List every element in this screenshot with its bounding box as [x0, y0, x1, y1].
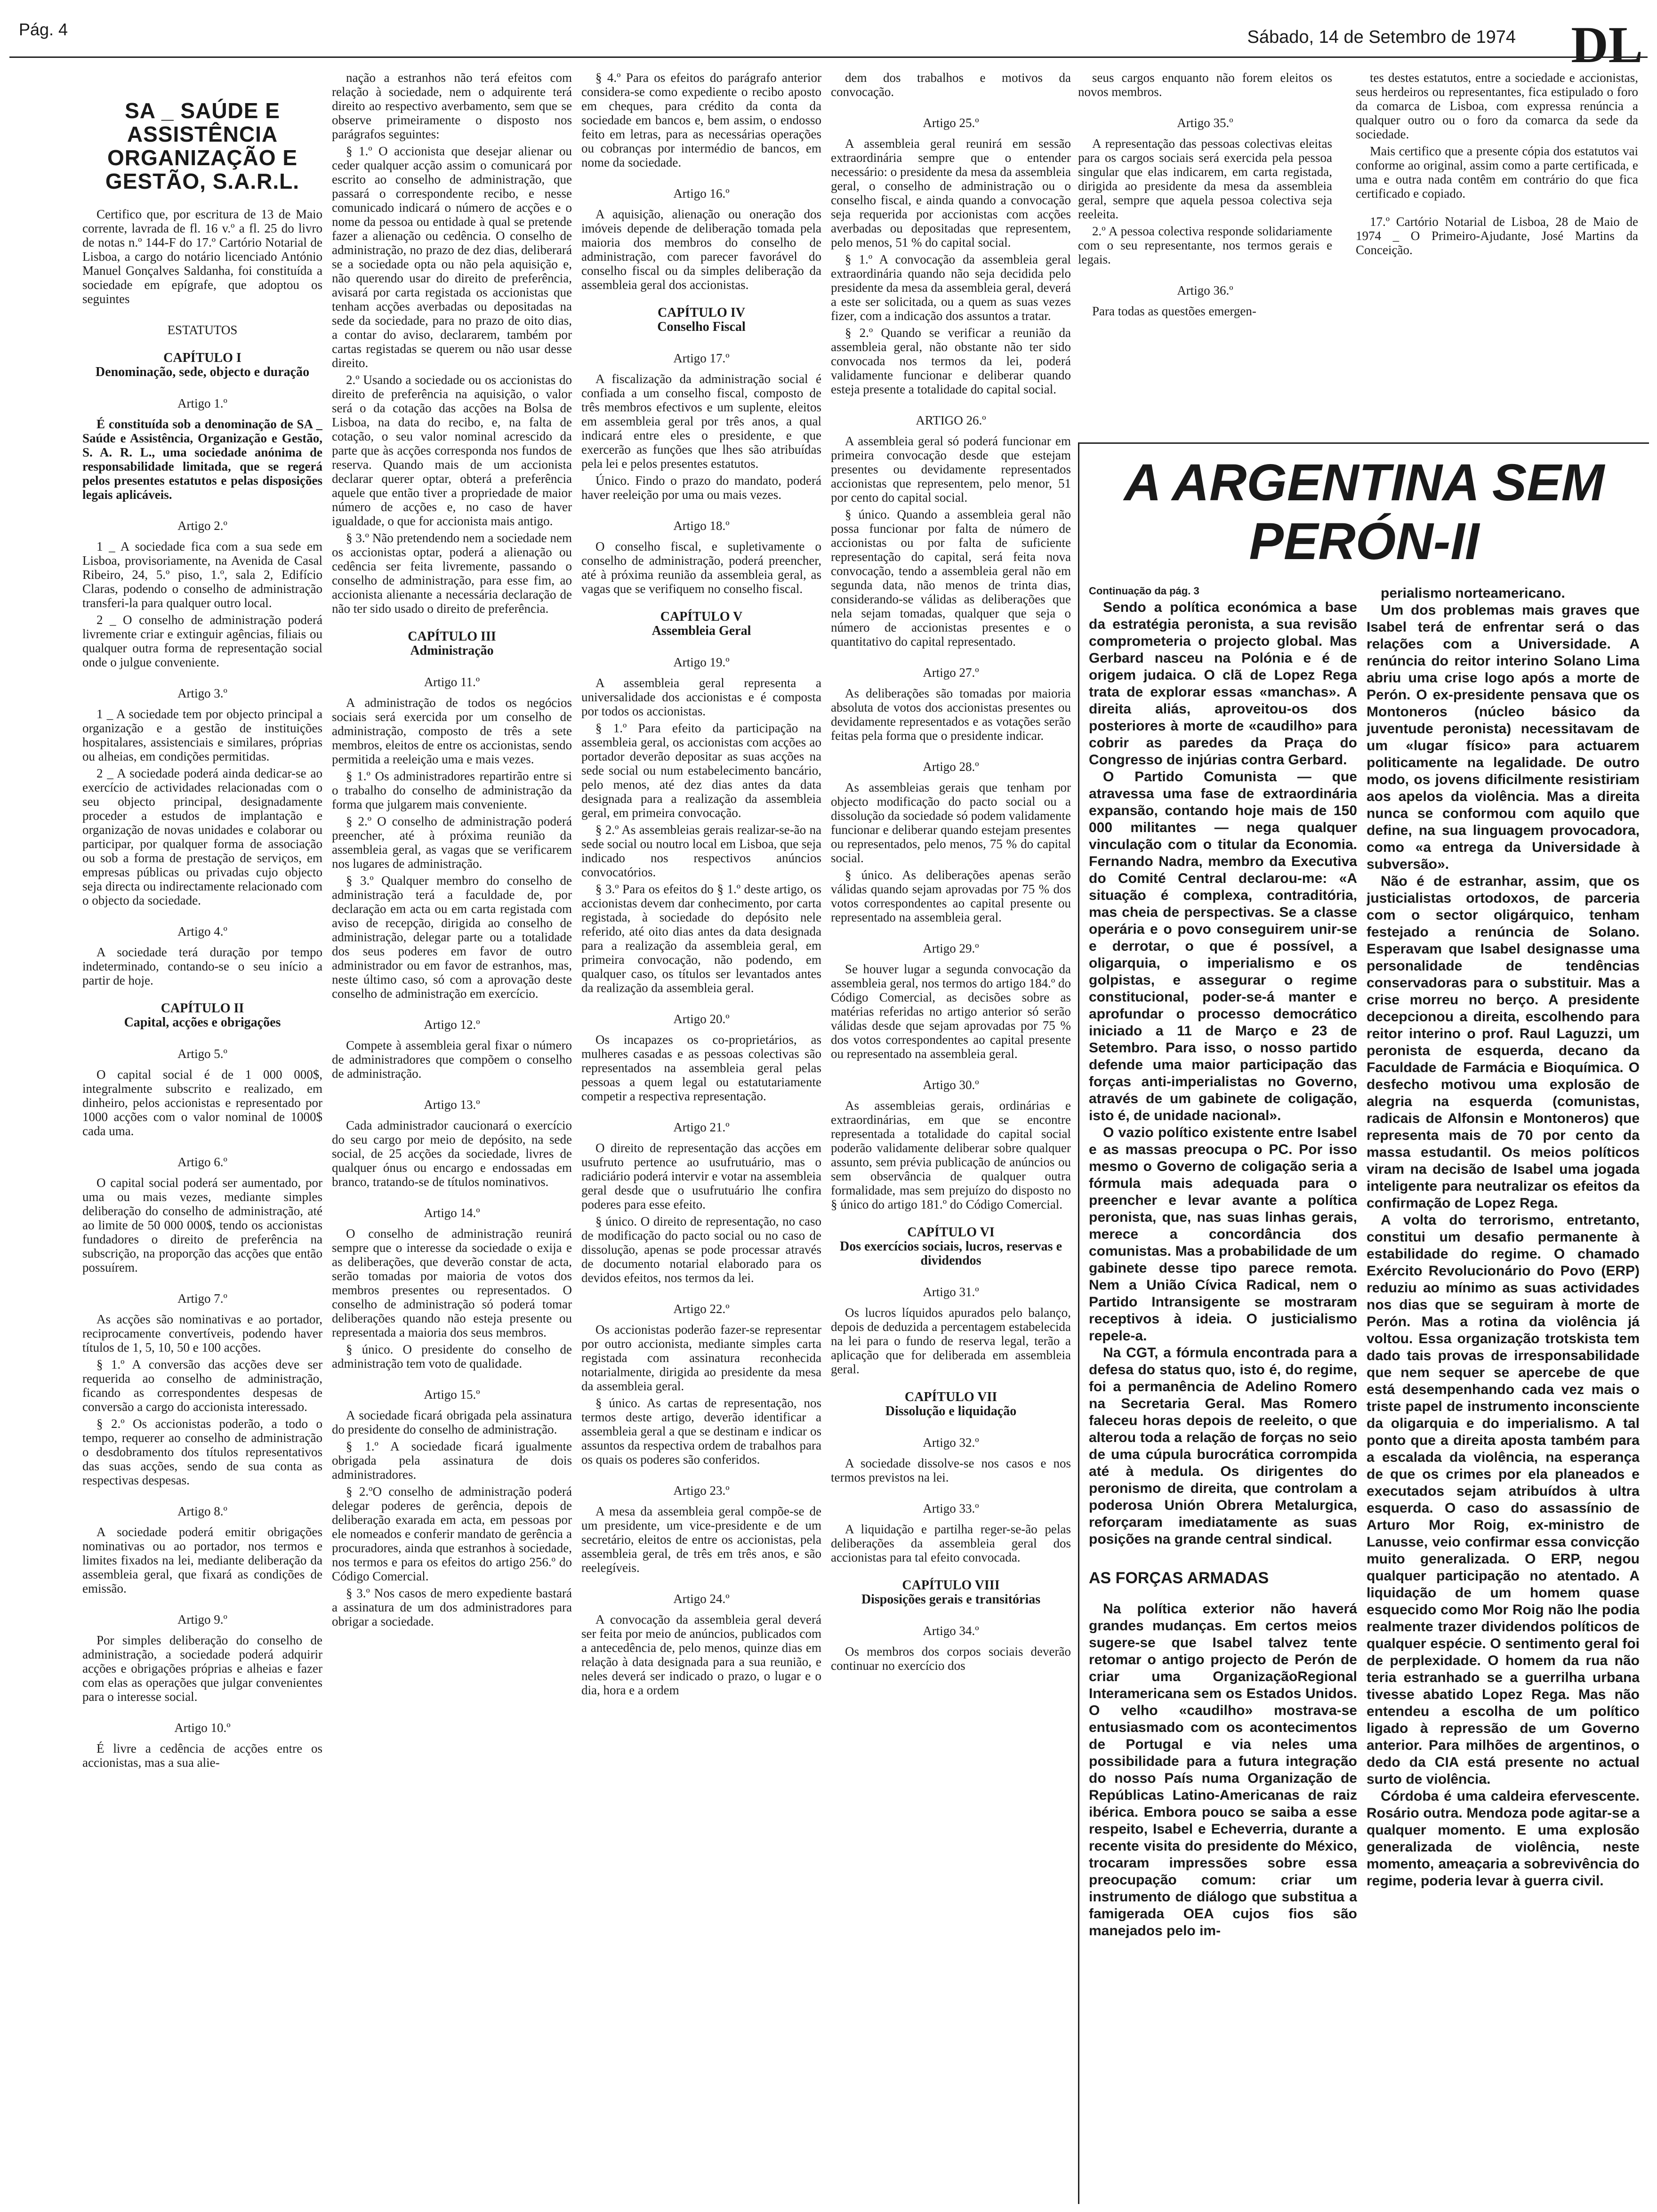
- paragraph: Os incapazes os co-proprietários, as mulheres casadas e as pessoas colectivas são representados na assembleia geral pelas pessoas a quem legal ou estatutariamente competir a respectiva representação.: [581, 1033, 821, 1103]
- paragraph: A volta do terrorismo, entretanto, constitui um desafio permanente à estabilidade do regime. O chamado Exército Revolucionário do Povo (ERP) reduziu ao mínimo as suas actividades nos dias que se seguiram à morte de Perón. Mas a rotina da violência já voltou. Essa organização trotskista tem dado tais provas de irresponsabilidade que nem sequer se apercebe de que está desempenhando cada vez mais o triste papel de instrumento inconsciente da oligarquia e do imperialismo. A tal ponto que a direita aposta também para a escalada da violência, na esperança de que os crimes por ela planeados e executados sejam atribuídos à ultra esquerda. O caso do assassínio de Arturo Mor Roig, ex-ministro de Lanusse, veio confirmar essa convicção muito generalizada. O ERP, negou qualquer participação no atentado. A liquidação de um homem quase esquecido como Mor Roig não lhe podia realmente trazer dividendos políticos de qualquer espécie. O sentimento geral foi de perplexidade. O homem da rua não teria estranhado se a guerrilha urbana tivesse abatido Lopez Rega. Mas não entendeu a escolha de um político ligado à repressão de um Governo anterior. Para milhões de argentinos, o dedo da CIA está presente no actual surto de violência.: [1367, 1212, 1640, 1787]
- chapter-title: Assembleia Geral: [652, 624, 751, 638]
- paragraph: § 3.º Qualquer membro do conselho de administração terá a faculdade de, por declaração em acta ou em carta registada com aviso de recepção, dirigida ao conselho de administração, delegar parte ou a totalidade dos seus poderes em favor de outro administrador ou em favor de estranhos, mas, neste último caso, só com a aprovação deste conselho de administração em exercício.: [332, 874, 572, 1001]
- paragraph: § 3.º Nos casos de mero expediente bastará a assinatura de um dos administradores para obrigar a sociedade.: [332, 1586, 572, 1628]
- paragraph: A assembleia geral só poderá funcionar em primeira convocação desde que estejam presentes ou devidamente representados accionistas que representem, pelo menor, 51 por cento do capital social.: [831, 434, 1071, 505]
- statutes-column-1: [82, 71, 322, 2198]
- notary-signature: 17.º Cartório Notarial de Lisboa, 28 de Maio de 1974 _ O Primeiro-Ajudante, José Martins da Conceição.: [1356, 215, 1638, 257]
- article-number: Artigo 25.º: [923, 116, 979, 130]
- paragraph: 1 _ A sociedade fica com a sua sede em Lisboa, provisoriamente, na Avenida de Casal Ribeiro, 24, 5.º piso, 1.º, sala 2, Edifício Claras, podendo o conselho de administração transferi-la para qualquer outro local.: [82, 539, 322, 610]
- paragraph: A sociedade poderá emitir obrigações nominativas ou ao portador, nos termos e limites fixados na lei, mediante deliberação da assembleia geral, que fixará as condições de emissão.: [82, 1525, 322, 1595]
- paragraph: A sociedade dissolve-se nos casos e nos termos previstos na lei.: [831, 1456, 1071, 1484]
- paragraph: dem dos trabalhos e motivos da convocação.: [831, 71, 1071, 99]
- statutes-column-5: [1078, 71, 1332, 428]
- paragraph: perialismo norteamericano.: [1381, 585, 1565, 601]
- section-subheading: AS FORÇAS ARMADAS: [1089, 1569, 1269, 1587]
- paragraph: O conselho fiscal, e supletivamente o conselho de administração, poderá preencher, até à próxima reunião da assembleia geral, as vagas que se verifiquem no conselho fiscal.: [581, 539, 821, 596]
- article-number: Artigo 36.º: [1177, 283, 1233, 297]
- paragraph: A convocação da assembleia geral deverá ser feita por meio de anúncios, publicados com a antecedência de, pelo menos, quinze dias em relação à data designada para a sua reunião, e neles deverá ser indicado o prazo, o lugar e o dia, hora e a ordem: [581, 1612, 821, 1697]
- paragraph: § 3.º Não pretendendo nem a sociedade nem os accionistas optar, poderá a alienação ou cedência ser feita livremente, passando o conselho de administração, para esse fim, ao accionista alienante a necessária declaração de não ter sido usado o direito de preferência.: [332, 531, 572, 616]
- chapter-heading: CAPÍTULO I: [163, 351, 241, 365]
- newspaper-logo: DL: [1571, 16, 1643, 73]
- article-number: Artigo 29.º: [923, 941, 979, 955]
- continuation-note: Continuação da pág. 3: [1089, 585, 1199, 597]
- paragraph: § 1.º O accionista que desejar alienar ou ceder qualquer acção assim o comunicará por escrito ao conselho de administração, que passará o correspondente recibo, e nesse comunicado indicará o número de acções e o nome da pessoa ou entidade à qual se pretende fazer a alienação ou cedência. O conselho de administração, no prazo de dez dias, deliberará se a sociedade opta ou não pela aquisição e, não querendo usar do direito de preferência, avisará por carta registada os accionistas que tenham acções averbadas ou depositadas na sede da sociedade, para no prazo de oito dias, a contar do aviso, declararem, também por cartas registadas se querem ou não usar desse direito.: [332, 144, 572, 370]
- paragraph: § único. Quando a assembleia geral não possa funcionar por falta de número de accionistas ou por falta de suficiente representação do capital, será feita nova convocação, tendo a assembleia geral não em segunda data, não menos de trinta dias, considerando-se válidas as deliberações que nela sejam tomadas, qualquer que seja o número de accionistas presentes e o quantitativo do capital representado.: [831, 507, 1071, 649]
- paragraph: As acções são nominativas e ao portador, reciprocamente convertíveis, podendo haver títulos de 1, 5, 10, 50 e 100 acções.: [82, 1312, 322, 1354]
- paragraph: Na CGT, a fórmula encontrada para a defesa do status quo, isto é, do regime, foi a permanência de Adelino Romero na Secretaria Geral. Mas Romero faleceu horas depois de reeleito, o que alterou toda a relação de forças no seio de uma cúpula burocrática corrompida até à medula. Os dirigentes do peronismo de direita, que controlam a poderosa Unión Obrera Metalurgica, reforçaram imediatamente as suas posições na grande central sindical.: [1089, 1345, 1357, 1547]
- article-number: Artigo 16.º: [673, 186, 730, 200]
- chapter-title: Capital, acções e obrigações: [124, 1015, 281, 1030]
- article-number: Artigo 19.º: [673, 655, 730, 669]
- paragraph: A administração de todos os negócios sociais será exercida por um conselho de administração, composto de três a sete membros, eleitos de entre os accionistas, sendo permitida a reeleição uma e mais vezes.: [332, 696, 572, 766]
- chapter-heading: CAPÍTULO VIII: [902, 1578, 1000, 1593]
- paragraph: § 4.º Para os efeitos do parágrafo anterior considera-se como expediente o recibo aposto em cheques, para crédito da conta da sociedade em bancos e, bem assim, o endosso feito em letras, para as necessárias operações ou cobranças por intermédio de bancos, em nome da sociedade.: [581, 71, 821, 169]
- paragraph: seus cargos enquanto não forem eleitos os novos membros.: [1078, 71, 1332, 99]
- paragraph: Para todas as questões emergen-: [1092, 304, 1256, 318]
- header-rule: [9, 56, 1648, 58]
- paragraph: A liquidação e partilha reger-se-ão pelas deliberações da assembleia geral dos accionistas para tal efeito convocada.: [831, 1522, 1071, 1564]
- issue-date: Sábado, 14 de Setembro de 1974: [1247, 27, 1516, 47]
- chapter-title: Disposições gerais e transitórias: [861, 1592, 1041, 1607]
- article-number: Artigo 34.º: [923, 1624, 979, 1638]
- article-number: Artigo 14.º: [424, 1206, 480, 1220]
- article-number: ARTIGO 26.º: [916, 413, 986, 427]
- paragraph: O Partido Comunista — que atravessa uma fase de extraordinária expansão, contando hoje mais de 150 000 militantes — nega qualquer vinculação com o titular da Economia. Fernando Nadra, membro da Executiva do Comité Central declarou-me: «A situação é complexa, contraditória, mas cheia de perspectivas. Se a classe operária e o povo conseguirem unir-se e derrotar, o que é possível, a oligarquia, o imperialismo e os golpistas, e assegurar o regime constitucional, poder-se-á manter e aprofundar o processo democrático iniciado a 11 de Março e 23 de Setembro. Para isso, o nosso partido defende uma maior participação das forças anti-imperialistas no Governo, através de um gabinete de coligação, isto é, de unidade nacional».: [1089, 769, 1357, 1123]
- paragraph: Um dos problemas mais graves que Isabel terá de enfrentar será o das relações com a Universidade. A renúncia do reitor interino Solano Lima abriu uma crise logo após a morte de Perón. O ex-presidente pensava que os Montoneros (núcleo básico da juventude peronista) necessitavam de um «lugar físico» para actuarem politicamente na legalidade. De outro modo, os jovens dificilmente resistiriam aos apelos da violência. Mas a direita nunca se conformou com aquilo que define, na sua linguagem provocadora, como «a entrega da Universidade à subversão».: [1367, 602, 1640, 872]
- chapter-heading: CAPÍTULO III: [408, 629, 496, 644]
- chapter-heading: CAPÍTULO V: [660, 609, 743, 624]
- paragraph: É livre a cedência de acções entre os accionistas, mas a sua alie-: [82, 1741, 322, 1770]
- article-number: Artigo 18.º: [673, 519, 730, 533]
- paragraph: O conselho de administração reunirá sempre que o interesse da sociedade o exija e as deliberações, que deverão constar de acta, serão tomadas por maioria de votos dos membros presentes ou representados. O conselho de administração só poderá tomar deliberações quando não esteja presente ou representada a maioria dos seus membros.: [332, 1226, 572, 1339]
- paragraph: O direito de representação das acções em usufruto pertence ao usufrutuário, mas o radiciário poderá intervir e votar na assembleia geral desde que o usufrutuário lhe confira poderes para esse efeito.: [581, 1141, 821, 1211]
- article-number: Artigo 6.º: [177, 1155, 227, 1169]
- page-header: [0, 0, 1657, 71]
- article-number: Artigo 17.º: [673, 351, 730, 365]
- company-title: SA _ SAÚDE E ASSISTÊNCIA ORGANIZAÇÃO E GESTÃO, S.A.R.L.: [105, 98, 300, 193]
- paragraph: § único. O presidente do conselho de administração tem voto de qualidade.: [332, 1342, 572, 1370]
- paragraph: 2.º A pessoa colectiva responde solidariamente com o seu representante, nos termos gerais e legais.: [1078, 224, 1332, 266]
- paragraph: Córdoba é uma caldeira efervescente. Rosário outra. Mendoza pode agitar-se a qualquer momento. E uma explosão generalizada de violência, neste momento, ameaçaria a sobrevivência do regime, poderia levar à guerra civil.: [1367, 1788, 1640, 1889]
- paragraph: Os accionistas poderão fazer-se representar por outro accionista, mediante simples carta registada com assinatura reconhecida notarialmente, dirigida ao presidente da mesa da assembleia geral.: [581, 1322, 821, 1393]
- paragraph: § único. O direito de representação, no caso de modificação do pacto social ou no caso de dissolução, apenas se pode processar através de documento notarial elaborado para os devidos efeitos, nos termos da lei.: [581, 1214, 821, 1285]
- paragraph: § 2.º O conselho de administração poderá preencher, até à próxima reunião da assembleia geral, as vagas que se verificarem nos lugares de administração.: [332, 814, 572, 871]
- paragraph: § 1.º A convocação da assembleia geral extraordinária quando não seja decidida pelo presidente da mesa da assembleia geral, deverá a este ser solicitada, ou a quem as suas vezes fizer, com a indicação dos assuntos a tratar.: [831, 252, 1071, 323]
- paragraph: § único. As cartas de representação, nos termos deste artigo, deverão identificar a assembleia geral a que se destinam e indicar os assuntos da respectiva ordem de trabalhos para os quais os poderes são conferidos.: [581, 1396, 821, 1467]
- article-number: Artigo 28.º: [923, 760, 979, 774]
- article-column-b: [1367, 585, 1640, 2190]
- paragraph: A sociedade terá duração por tempo indeterminado, contando-se o seu início a partir de hoje.: [82, 945, 322, 987]
- paragraph: 2.º Usando a sociedade ou os accionistas do direito de preferência na aquisição, o valor será o da cotação das acções na Bolsa de Lisboa, na data do recibo, e, na falta de cotação, o seu valor nominal acrescido da parte que às acções corresponda nos fundos de reserva. Quando mais de um accionista declarar querer optar, obterá a preferência aquele que então tiver a propriedade de maior número de acções e, no caso de haver igualdade, o que for accionista mais antigo.: [332, 373, 572, 528]
- paragraph: § 2.º Os accionistas poderão, a todo o tempo, requerer ao conselho de administração o desdobramento dos títulos representativos das suas acções, sendo de sua conta as respectivas despesas.: [82, 1417, 322, 1487]
- paragraph: Certifico que, por escritura de 13 de Maio corrente, lavrada de fl. 16 v.º a fl. 25 do livro de notas n.º 144-F do 17.º Cartório Notarial de Lisboa, a cargo do notário licenciado António Manuel Gonçalves Saldanha, foi constituída a sociedade em epígrafe, que adoptou os seguintes: [82, 207, 322, 306]
- chapter-title: Dos exercícios sociais, lucros, reservas e dividendos: [839, 1239, 1062, 1268]
- paragraph: As assembleias gerais que tenham por objecto modificação do pacto social ou a dissolução da sociedade só podem validamente funcionar e deliberar quando estejam presentes ou representados, pelo menos, 75 % do capital social.: [831, 780, 1071, 865]
- article-number: Artigo 2.º: [177, 519, 227, 533]
- paragraph: A representação das pessoas colectivas eleitas para os cargos sociais será exercida pela pessoa singular que elas indicarem, em carta registada, dirigida ao presidente da mesa da assembleia geral, sempre que aquela pessoa colectiva seja reeleita.: [1078, 136, 1332, 221]
- paragraph: Os membros dos corpos sociais deverão continuar no exercício dos: [831, 1644, 1071, 1673]
- paragraph: A sociedade ficará obrigada pela assinatura do presidente do conselho de administração.: [332, 1408, 572, 1436]
- paragraph: Na política exterior não haverá grandes mudanças. Em certos meios sugere-se que Isabel talvez tente retomar o antigo projecto de Perón de criar uma OrganizaçãoRegional Interamericana sem os Estados Unidos. O velho «caudilho» mostrava-se entusiasmado com os acontecimentos de Portugal e via neles uma possibilidade para a futura integração do nosso País numa Organização de Repúblicas Latino-Americanas de raiz ibérica. Embora pouco se saiba a esse respeito, Isabel e Echeverria, durante a recente visita do presidente do México, trocaram impressões sobre essa preocupação comum: criar um instrumento de diálogo que substitua a famigerada OEA cujos fios são manejados pelo im-: [1089, 1601, 1357, 1939]
- article-headline: A ARGENTINA SEM PERÓN-II: [1124, 454, 1605, 570]
- paragraph: Compete à assembleia geral fixar o número de administradores que compõem o conselho de administração.: [332, 1038, 572, 1081]
- chapter-heading: CAPÍTULO II: [161, 1001, 244, 1016]
- chapter-title: Denominação, sede, objecto e duração: [95, 365, 310, 379]
- paragraph: Cada administrador caucionará o exercício do seu cargo por meio de depósito, na sede social, de 25 acções da sociedade, livres de qualquer ónus ou encargo e endossadas em branco, tratando-se de títulos nominativos.: [332, 1118, 572, 1189]
- article-number: Artigo 9.º: [177, 1612, 227, 1627]
- paragraph: § 1.º Os administradores repartirão entre si o trabalho do conselho de administração da forma que julgarem mais conveniente.: [332, 769, 572, 811]
- page-number: Pág. 4: [19, 20, 68, 39]
- article-number: Artigo 3.º: [177, 686, 227, 700]
- chapter-title: Dissolução e liquidação: [885, 1404, 1017, 1419]
- article-number: Artigo 32.º: [923, 1435, 979, 1450]
- paragraph: Por simples deliberação do conselho de administração, a sociedade poderá adquirir acções e obrigações próprias e alheias e fazer com elas as operações que julgar convenientes para o interesse social.: [82, 1633, 322, 1704]
- paragraph: § 3.º Para os efeitos do § 1.º deste artigo, os accionistas devem dar conhecimento, por carta registada, à sociedade do depósito nele referido, até oito dias antes da data designada para a realização da assembleia geral, em primeira convocação, não podendo, em qualquer caso, os títulos ser levantados antes da realização da assembleia geral.: [581, 882, 821, 995]
- chapter-heading: CAPÍTULO VII: [904, 1390, 997, 1404]
- article-number: Artigo 35.º: [1177, 116, 1233, 130]
- paragraph: nação a estranhos não terá efeitos com relação à sociedade, nem o adquirente terá direito ao respectivo averbamento, sem que se observe primeiramente o disposto nos parágrafos seguintes:: [332, 71, 572, 141]
- paragraph: É constituída sob a denominação de SA _ Saúde e Assistência, Organização e Gestão, S. A. R. L., uma sociedade anónima de responsabilidade limitada, que se regerá pelos presentes estatutos e pelas disposições legais aplicáveis.: [82, 417, 322, 502]
- paragraph: Os lucros líquidos apurados pelo balanço, depois de deduzida a percentagem estabelecida na lei para o fundo de reserva legal, terão a aplicação que for deliberada em assembleia geral.: [831, 1306, 1071, 1376]
- article-number: ESTATUTOS: [167, 323, 238, 337]
- paragraph: § único. As deliberações apenas serão válidas quando sejam aprovadas por 75 % dos votos correspondentes ao capital presente ou representado na assembleia geral.: [831, 868, 1071, 924]
- paragraph: Único. Findo o prazo do mandato, poderá haver reeleição por uma ou mais vezes.: [581, 473, 821, 502]
- paragraph: § 1.º A sociedade ficará igualmente obrigada pela assinatura de dois administradores.: [332, 1439, 572, 1482]
- chapter-title: Administração: [410, 643, 494, 658]
- article-number: Artigo 12.º: [424, 1018, 480, 1032]
- article-number: Artigo 5.º: [177, 1047, 227, 1061]
- paragraph: A assembleia geral representa a universalidade dos accionistas e é composta por todos os accionistas.: [581, 676, 821, 718]
- paragraph: A mesa da assembleia geral compõe-se de um presidente, um vice-presidente e de um secretário, eleitos de entre os accionistas, pela assembleia geral, de três em três anos, e são reelegíveis.: [581, 1504, 821, 1575]
- paragraph: § 1.º Para efeito da participação na assembleia geral, os accionistas com acções ao portador deverão depositar as suas acções na sede social ou num estabelecimento bancário, pelo menos, até dez dias antes da data designada para a realização da assembleia geral, em primeira convocação.: [581, 721, 821, 820]
- paragraph: tes destes estatutos, entre a sociedade e accionistas, seus herdeiros ou representantes, fica estipulado o foro da comarca de Lisboa, com expressa renúncia a qualquer outro ou o foro da comarca da sede da sociedade.: [1356, 71, 1638, 141]
- article-number: Artigo 11.º: [424, 675, 480, 689]
- article-number: Artigo 22.º: [673, 1302, 730, 1316]
- article-column-a: [1089, 599, 1357, 2190]
- paragraph: Não é de estranhar, assim, que os justicialistas ortodoxos, de parceria com o sector oligárquico, tenham festejado a renúncia de Solano. Esperavam que Isabel designasse uma personalidade de tendências conservadoras para o substituir. Mas a crise morreu no berço. A presidente decepcionou a direita, escolhendo para reitor interino o prof. Raul Laguzzi, um peronista de esquerda, decano da Faculdade de Farmácia e Bioquímica. O desfecho motivou uma explosão de alegria na esquerda (comunistas, radicais de Alfonsin e Montoneros) que representa mais de 70 por cento da massa estudantil. Os meios políticos viram na decisão de Isabel uma jogada inteligente para neutralizar os efeitos da confirmação de Lopez Rega.: [1367, 874, 1640, 1211]
- paragraph: 1 _ A sociedade tem por objecto principal a organização e a gestão de instituições hospitalares, assistenciais e similares, próprias ou alheias, em condições permitidas.: [82, 707, 322, 763]
- article-number: Artigo 15.º: [424, 1387, 480, 1402]
- paragraph: 2 _ O conselho de administração poderá livremente criar e extinguir agências, filiais ou qualquer outra forma de representação social onde o julgue conveniente.: [82, 613, 322, 669]
- article-number: Artigo 23.º: [673, 1483, 730, 1498]
- article-number: Artigo 21.º: [673, 1120, 730, 1134]
- paragraph: Mais certifico que a presente cópia dos estatutos vai conforme ao original, assim como a parte certificada, e uma e outra nada contêm em contrário do que fica certificado e copiado.: [1356, 144, 1638, 200]
- article-number: Artigo 7.º: [177, 1291, 227, 1306]
- statutes-column-2: [332, 71, 572, 2198]
- paragraph: A aquisição, alienação ou oneração dos imóveis depende de deliberação tomada pela maioria dos membros do conselho de administração, com parecer favorável do conselho fiscal ou da simples deliberação da assembleia geral dos accionistas.: [581, 207, 821, 292]
- paragraph: O capital social é de 1 000 000$, integralmente subscrito e realizado, em dinheiro, pelos accionistas e representado por 1000 acções com o valor nominal de 1000$ cada uma.: [82, 1067, 322, 1138]
- paragraph: O vazio político existente entre Isabel e as massas preocupa o PC. Por isso mesmo o Governo de coligação seria a fórmula mais adequada para o preencher e levar avante a política peronista, que, nas suas linhas gerais, merece a concordância dos comunistas. Mas a probabilidade de um gabinete desse tipo parece remota. Nem a União Cívica Radical, nem o Partido Intransigente se mostraram receptivos à ideia. O justicialismo repele-a.: [1089, 1125, 1357, 1344]
- article-number: Artigo 13.º: [424, 1098, 480, 1112]
- article-number: Artigo 27.º: [923, 665, 979, 680]
- article-number: Artigo 20.º: [673, 1012, 730, 1026]
- paragraph: A assembleia geral reunirá em sessão extraordinária sempre que o entender necessário: o presidente da mesa da assembleia geral, o conselho de administração ou o conselho fiscal, e ainda quando a convocação seja requerida por accionistas com acções averbadas ou depositadas que representem, pelo menos, 51 % do capital social.: [831, 136, 1071, 249]
- paragraph: As assembleias gerais, ordinárias e extraordinárias, em que se encontre representada a totalidade do capital social poderão validamente deliberar sobre qualquer assunto, sem prévia publicação de anúncios ou sem observância de qualquer outra formalidade, mas sem prejuízo do disposto no § único do artigo 181.º do Código Comercial.: [831, 1098, 1071, 1211]
- paragraph: § 2.º As assembleias gerais realizar-se-ão na sede social ou noutro local em Lisboa, que seja indicado nos respectivos anúncios convocatórios.: [581, 823, 821, 879]
- paragraph: § 2.ºO conselho de administração poderá delegar poderes de gerência, depois de deliberação exarada em acta, em pessoas por ele nomeados e conferir mandato de gerência a procuradores, ainda que estranhos à sociedade, nos termos e para os efeitos do artigo 256.º do Código Comercial.: [332, 1484, 572, 1583]
- paragraph: § 2.º Quando se verificar a reunião da assembleia geral, não obstante não ter sido convocada nos termos da lei, poderá validamente funcionar e deliberar quando esteja presente a totalidade do capital social.: [831, 326, 1071, 396]
- statutes-column-6: [1356, 71, 1638, 428]
- article-number: Artigo 30.º: [923, 1078, 979, 1092]
- paragraph: A fiscalização da administração social é confiada a um conselho fiscal, composto de três membros efectivos e um suplente, eleitos em assembleia geral por três anos, a qual indicará entre eles o presidente, e que exercerão as funções que lhes são atribuídas pela lei e pelos presentes estatutos.: [581, 372, 821, 471]
- article-number: Artigo 4.º: [177, 924, 227, 938]
- article-number: Artigo 10.º: [174, 1721, 231, 1735]
- article-number: Artigo 1.º: [177, 396, 227, 410]
- paragraph: Sendo a política económica a base da estratégia peronista, a sua revisão comprometeria o projecto global. Mas Gerbard nasceu na Polónia e é de origem judaica. O clã de Lopez Rega trata de explorar essas «manchas». A direita aliás, aproveitou-os dos posteriores à morte de «caudilho» para cobrir as paredes da Praça do Congresso de injúrias contra Gerbard.: [1089, 600, 1357, 768]
- paragraph: Se houver lugar a segunda convocação da assembleia geral, nos termos do artigo 184.º do Código Comercial, as decisões sobre as matérias referidas no artigo anterior só serão válidas desde que sejam aprovadas por 75 % dos votos correspondentes ao capital presente ou representado na assembleia geral.: [831, 962, 1071, 1061]
- paragraph: As deliberações são tomadas por maioria absoluta de votos dos accionistas presentes ou devidamente representados e as votações serão feitas pela forma que o presidente indicar.: [831, 686, 1071, 743]
- article-number: Artigo 8.º: [177, 1504, 227, 1518]
- statutes-column-4: [831, 71, 1071, 2198]
- paragraph: 2 _ A sociedade poderá ainda dedicar-se ao exercício de actividades relacionadas com o seu objecto principal, designadamente proceder a estudos de implantação e organização de novas unidades e colaborar ou participar, por qualquer forma de associação ou sob a forma de prestação de serviços, em empresas públicas ou privadas cujo objecto seja directa ou indirectamente relacionado com o objecto da sociedade.: [82, 766, 322, 907]
- argentina-article: [1078, 442, 1649, 2204]
- article-number: Artigo 33.º: [923, 1501, 979, 1515]
- chapter-title: Conselho Fiscal: [657, 320, 746, 334]
- article-number: Artigo 31.º: [923, 1285, 979, 1299]
- chapter-heading: CAPÍTULO VI: [907, 1225, 995, 1240]
- article-number: Artigo 24.º: [673, 1592, 730, 1606]
- paragraph: O capital social poderá ser aumentado, por uma ou mais vezes, mediante simples deliberação do conselho de administração, até ao limite de 50 000 000$, tendo os accionistas fundadores o direito de preferência na subscrição, na proporção das acções que então possuírem.: [82, 1176, 322, 1274]
- paragraph: § 1.º A conversão das acções deve ser requerida ao conselho de administração, ficando as correspondentes despesas de conversão a cargo do accionista interessado.: [82, 1357, 322, 1414]
- statutes-column-3: [581, 71, 821, 2198]
- chapter-heading: CAPÍTULO IV: [658, 305, 745, 320]
